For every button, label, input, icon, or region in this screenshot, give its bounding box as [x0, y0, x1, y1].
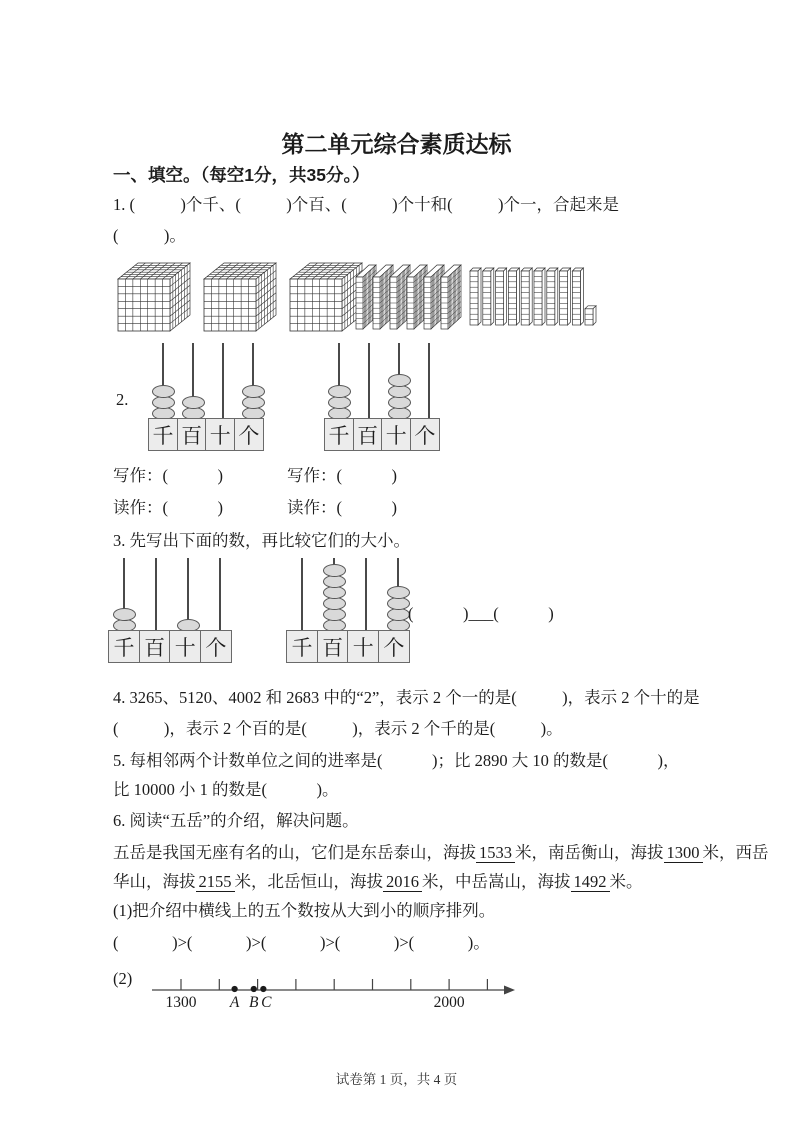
- text-segment: 华山，海拔: [113, 872, 196, 891]
- blocks-svg: [112, 251, 612, 343]
- abacus-place-label: 十: [381, 418, 411, 451]
- underlined-value: 2155: [196, 872, 235, 892]
- ten-rod: [534, 268, 545, 325]
- abacus-rod: [365, 558, 367, 630]
- underlined-value: 1300: [664, 843, 703, 863]
- q3-abacus-right: [286, 558, 414, 663]
- section-heading: 一、填空。（每空1分，共35分。）: [113, 165, 370, 185]
- ten-rod: [496, 268, 507, 325]
- abacus-bead: [242, 385, 265, 398]
- page-title: 第二单元综合素质达标: [281, 131, 512, 157]
- abacus-place-label: 百: [353, 418, 383, 451]
- underlined-value: 2016: [383, 872, 422, 892]
- text-segment: 米，中岳嵩山，海拔: [422, 872, 571, 891]
- abacus-place-label: 个: [378, 630, 410, 663]
- ten-rod: [547, 268, 558, 325]
- q4-line1: 4. 3265、5120、4002 和 2683 中的“2”，表示 2 个一的是( )，表示 2 个十的是: [113, 688, 700, 707]
- abacus-place-label: 千: [324, 418, 354, 451]
- q6-intro-line2: [113, 871, 643, 893]
- page-footer: 试卷第 1 页，共 4 页: [335, 1072, 458, 1087]
- q4-line2: ( )，表示 2 个百的是( )，表示 2 个千的是( )。: [113, 719, 563, 738]
- q6-part1-label: (1)把介绍中横线上的五个数按从大到小的顺序排列。: [113, 901, 496, 920]
- numberline-point-label: A: [229, 994, 240, 1011]
- q6-intro-line1: [113, 842, 769, 864]
- q6-part2-label: (2): [113, 969, 133, 988]
- numberline-tick-label: 2000: [433, 994, 465, 1011]
- abacus-base: [148, 418, 264, 451]
- numberline-point: [251, 986, 257, 992]
- q2-abacus-right: [324, 343, 444, 451]
- q6-numberline: [152, 960, 592, 1015]
- q2-number: 2.: [116, 390, 129, 409]
- q1-line1: 1. ( )个千、( )个百、( )个十和( )个一，合起来是: [113, 195, 619, 214]
- numberline-arrow: [504, 986, 515, 995]
- text-segment: 米，西岳: [702, 843, 769, 862]
- abacus-rod: [219, 558, 221, 630]
- thousand-cube: [290, 263, 362, 331]
- text-segment: 米，南岳衡山，海拔: [515, 843, 664, 862]
- text-segment: 米。: [609, 872, 643, 891]
- abacus-place-label: 千: [148, 418, 178, 451]
- thousand-cube: [118, 263, 190, 331]
- numberline-point-label: B: [249, 994, 259, 1011]
- q2-read-left: 读作：( ): [113, 498, 223, 517]
- q2-write-right: 写作：( ): [287, 466, 397, 485]
- abacus-base: [324, 418, 440, 451]
- q2-abacus-left: [148, 343, 268, 451]
- q2-write-left: 写作：( ): [113, 466, 223, 485]
- numberline-svg: [152, 960, 592, 1015]
- abacus-bead: [182, 396, 205, 409]
- abacus-bead: [113, 608, 136, 621]
- base-ten-blocks-figure: [112, 251, 612, 343]
- abacus-place-label: 百: [317, 630, 349, 663]
- ten-rod: [483, 268, 494, 325]
- text-segment: 五岳是我国无座有名的山，它们是东岳泰山，海拔: [113, 843, 476, 862]
- ten-rod: [521, 268, 532, 325]
- abacus-place-label: 个: [234, 418, 264, 451]
- abacus-place-label: 百: [177, 418, 207, 451]
- q3-heading: 3. 先写出下面的数，再比较它们的大小。: [113, 531, 410, 550]
- abacus-place-label: 百: [139, 630, 171, 663]
- thousand-cube: [204, 263, 276, 331]
- abacus-bead: [152, 385, 175, 398]
- hundred-flat: [441, 265, 461, 329]
- abacus-place-label: 千: [286, 630, 318, 663]
- q6-heading: 6. 阅读“五岳”的介绍，解决问题。: [113, 811, 359, 830]
- abacus-rod: [301, 558, 303, 630]
- abacus-base: [286, 630, 410, 663]
- underlined-value: 1533: [476, 843, 515, 863]
- abacus-bead: [388, 374, 411, 387]
- text-segment: 米，北岳恒山，海拔: [234, 872, 383, 891]
- abacus-place-label: 千: [108, 630, 140, 663]
- q3-abacus-left: [108, 558, 236, 663]
- abacus-place-label: 十: [347, 630, 379, 663]
- abacus-rod: [368, 343, 370, 418]
- q1-line2: ( )。: [113, 226, 186, 245]
- abacus-place-label: 个: [200, 630, 232, 663]
- underlined-value: 1492: [571, 872, 610, 892]
- q2-read-right: 读作：( ): [287, 498, 397, 517]
- abacus-place-label: 个: [410, 418, 440, 451]
- abacus-bead: [323, 564, 346, 577]
- numberline-tick-label: 1300: [165, 994, 197, 1011]
- q5-line2: 比 10000 小 1 的数是( )。: [113, 780, 339, 799]
- abacus-rod: [428, 343, 430, 418]
- abacus-place-label: 十: [205, 418, 235, 451]
- numberline-point-label: C: [261, 994, 272, 1011]
- numberline-point: [260, 986, 266, 992]
- ten-rod: [508, 268, 519, 325]
- abacus-place-label: 十: [169, 630, 201, 663]
- abacus-bead: [328, 385, 351, 398]
- numberline-point: [232, 986, 238, 992]
- one-unit: [585, 306, 596, 325]
- q6-part1-blanks: ( )>( )>( )>( )>( )。: [113, 933, 490, 952]
- ten-rod: [470, 268, 481, 325]
- abacus-rod: [155, 558, 157, 630]
- ten-rod: [560, 268, 571, 325]
- abacus-base: [108, 630, 232, 663]
- abacus-bead: [387, 586, 410, 599]
- q3-compare-blanks: ( )___( ): [408, 604, 554, 623]
- ten-rod: [572, 268, 583, 325]
- q5-line1: 5. 每相邻两个计数单位之间的进率是( )；比 2890 大 10 的数是( )，: [113, 751, 680, 770]
- abacus-rod: [222, 343, 224, 418]
